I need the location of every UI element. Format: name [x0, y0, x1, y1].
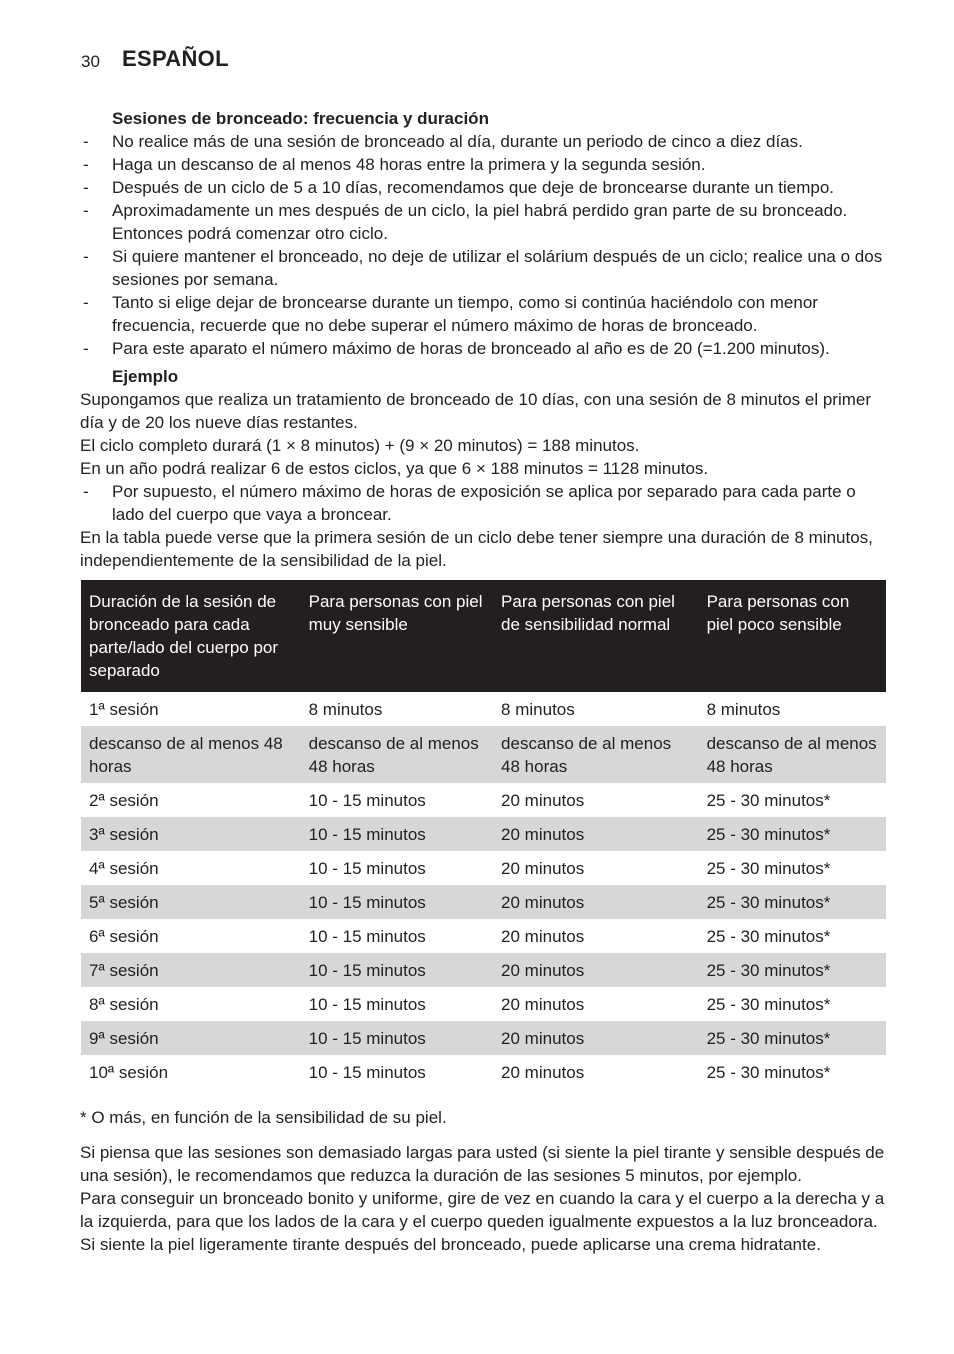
- list-item: - Tanto si elige dejar de broncearse durante un tiempo, como si continúa haciéndolo con menor frecuencia, recuerde que no debe superar el número máximo de horas de bronceado.: [83, 293, 818, 335]
- table-cell: 25 - 30 minutos*: [699, 1021, 886, 1055]
- table-row: [81, 953, 886, 987]
- section-heading-example: Ejemplo: [112, 367, 179, 386]
- table-cell: 8 minutos: [706, 700, 781, 719]
- closing-paragraph: Si siente la piel ligeramente tirante después del bronceado, puede aplicarse una crema hidratante.: [80, 1235, 821, 1254]
- table-cell: 10 - 15 minutos: [308, 995, 426, 1014]
- table-cell: 5ª sesión: [81, 885, 301, 919]
- table-cell: descanso de al menos 48 horas: [301, 726, 493, 783]
- table-cell: descanso de al menos 48 horas: [81, 726, 301, 783]
- table-cell: 2ª sesión: [89, 791, 159, 810]
- table-cell: 20 minutos: [501, 791, 585, 810]
- table-cell: 9ª sesión: [81, 1021, 301, 1055]
- table-cell: 20 minutos: [501, 927, 585, 946]
- list-item: - Para este aparato el número máximo de horas de bronceado al año es de 20 (=1.200 minutos).: [83, 339, 830, 358]
- table-cell: 10 - 15 minutos: [301, 885, 493, 919]
- table-row: [81, 885, 886, 919]
- table-cell: descanso de al menos 48 horas: [699, 726, 886, 783]
- footnote: * O más, en función de la sensibilidad de su piel.: [80, 1108, 447, 1127]
- table-cell: 10ª sesión: [89, 1063, 169, 1082]
- table-row: [81, 1055, 886, 1089]
- table-cell: 20 minutos: [501, 995, 585, 1014]
- table-row: [81, 1021, 886, 1055]
- table-cell: 10 - 15 minutos: [308, 927, 426, 946]
- list-item: - Haga un descanso de al menos 48 horas entre la primera y la segunda sesión.: [83, 155, 706, 174]
- table-cell: 25 - 30 minutos*: [706, 995, 831, 1014]
- table-cell: 10 - 15 minutos: [301, 817, 493, 851]
- table-row: [81, 726, 886, 783]
- list-item: - Después de un ciclo de 5 a 10 días, recomendamos que deje de broncearse durante un tiempo.: [83, 178, 835, 197]
- table-cell: 7ª sesión: [81, 953, 301, 987]
- table-cell: 1ª sesión: [89, 700, 159, 719]
- closing-section: [80, 1106, 890, 1256]
- table-cell: 20 minutos: [493, 1021, 699, 1055]
- table-cell: 10 - 15 minutos: [301, 1021, 493, 1055]
- table-cell: 8 minutos: [308, 700, 383, 719]
- column-header: Para personas con piel de sensibilidad normal: [493, 580, 699, 692]
- table-cell: 25 - 30 minutos*: [699, 817, 886, 851]
- example-paragraph: Supongamos que realiza un tratamiento de bronceado de 10 días, con una sesión de 8 minutos el primer día y de 20 los nueve días restantes.: [80, 390, 871, 432]
- closing-paragraph: Para conseguir un bronceado bonito y uniforme, gire de vez en cuando la cara y el cuerpo a la derecha y a la izquierda, para que los lados de la cara y el cuerpo queden igualmente expuestos a la luz bronceadora.: [80, 1189, 885, 1231]
- table-row: [81, 851, 886, 885]
- table-row: [81, 817, 886, 851]
- language-title: ESPAÑOL: [122, 46, 229, 71]
- table-cell: 3ª sesión: [81, 817, 301, 851]
- table-cell: 20 minutos: [493, 953, 699, 987]
- table-cell: 20 minutos: [501, 1063, 585, 1082]
- table-row: [81, 919, 886, 953]
- table-cell: 4ª sesión: [89, 859, 159, 878]
- list-item: - No realice más de una sesión de bronceado al día, durante un periodo de cinco a diez días.: [83, 132, 803, 151]
- sessions-bullet-list: [80, 130, 890, 360]
- table-cell: 20 minutos: [493, 817, 699, 851]
- table-cell: 25 - 30 minutos*: [699, 953, 886, 987]
- main-content: [80, 107, 890, 572]
- table-cell: 6ª sesión: [89, 927, 159, 946]
- table-cell: descanso de al menos 48 horas: [493, 726, 699, 783]
- page-number: 30: [81, 52, 100, 71]
- table-cell: 25 - 30 minutos*: [699, 885, 886, 919]
- table-cell: 25 - 30 minutos*: [706, 1063, 831, 1082]
- table-cell: 10 - 15 minutos: [308, 859, 426, 878]
- table-cell: 25 - 30 minutos*: [706, 859, 831, 878]
- example-bullet-list: [80, 480, 890, 526]
- table-cell: 10 - 15 minutos: [301, 953, 493, 987]
- section-heading-sessions: Sesiones de bronceado: frecuencia y duración: [112, 109, 489, 128]
- list-item: - Si quiere mantener el bronceado, no deje de utilizar el solárium después de un ciclo; realice una o dos sesiones por semana.: [83, 247, 883, 289]
- column-header: Para personas con piel muy sensible: [301, 580, 493, 692]
- table-row: [81, 783, 886, 817]
- column-header: Duración de la sesión de bronceado para cada parte/lado del cuerpo por separado: [81, 580, 301, 692]
- list-item: - Aproximadamente un mes después de un ciclo, la piel habrá perdido gran parte de su bronceado. Entonces podrá comenzar otro ciclo.: [83, 201, 848, 243]
- tanning-schedule-table: [81, 580, 886, 1089]
- table-cell: 10 - 15 minutos: [308, 791, 426, 810]
- list-item: - Por supuesto, el número máximo de horas de exposición se aplica por separado para cada parte o lado del cuerpo que vaya a broncear.: [83, 482, 856, 524]
- table-cell: 25 - 30 minutos*: [706, 791, 831, 810]
- table-cell: 8 minutos: [501, 700, 575, 719]
- column-header: Para personas con piel poco sensible: [699, 580, 886, 692]
- table-cell: 8ª sesión: [89, 995, 159, 1014]
- example-paragraph: En la tabla puede verse que la primera sesión de un ciclo debe tener siempre una duración de 8 minutos, independientemente de la sensibilidad de la piel.: [80, 528, 873, 570]
- closing-paragraph: Si piensa que las sesiones son demasiado largas para usted (si siente la piel tirante y sensible después de una sesión), le recomendamos que reduzca la duración de las sesiones 5 minutos, por ejemplo.: [80, 1143, 885, 1185]
- table-cell: 20 minutos: [501, 859, 585, 878]
- table-cell: 25 - 30 minutos*: [706, 927, 831, 946]
- table-cell: 10 - 15 minutos: [308, 1063, 426, 1082]
- table-cell: 20 minutos: [493, 885, 699, 919]
- example-paragraph: En un año podrá realizar 6 de estos ciclos, ya que 6 × 188 minutos = 1128 minutos.: [80, 459, 709, 478]
- table-row: [81, 987, 886, 1021]
- table-header-row: [81, 580, 886, 692]
- table-row: [81, 692, 886, 726]
- example-paragraph: El ciclo completo durará (1 × 8 minutos) + (9 × 20 minutos) = 188 minutos.: [80, 436, 640, 455]
